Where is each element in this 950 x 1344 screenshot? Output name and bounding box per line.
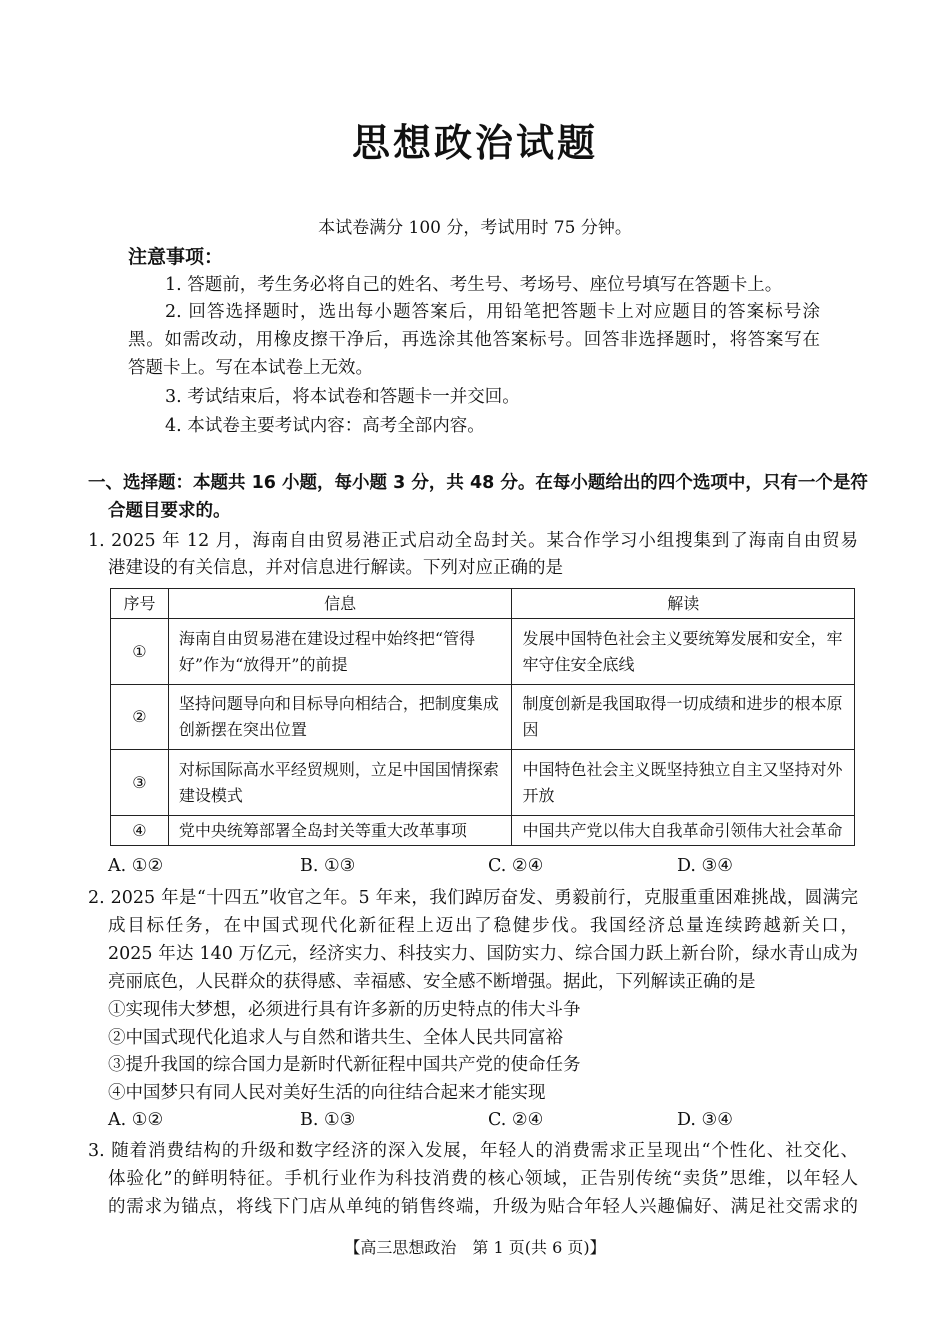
table-header: 信息 [168, 589, 512, 619]
note-line: 1. 答题前，考生务必将自己的姓名、考生号、考场号、座位号填写在答题卡上。 [165, 275, 783, 295]
option-d: D. ③④ [677, 856, 733, 876]
note-line: 3. 考试结束后，将本试卷和答题卡一并交回。 [165, 387, 520, 407]
row-info: 坚持问题导向和目标导向相结合，把制度集成创新摆在突出位置 [168, 685, 512, 750]
question-3-stem: 的需求为锚点，将线下门店从单纯的销售终端，升级为贴合年轻人兴趣偏好、满足社交需求的 [108, 1197, 858, 1217]
row-info: 海南自由贸易港在建设过程中始终把“管得好”作为“放得开”的前提 [168, 619, 512, 685]
row-info: 对标国际高水平经贸规则，立足中国国情探索建设模式 [168, 750, 512, 816]
question-3-stem: 3. 随着消费结构的升级和数字经济的深入发展，年轻人的消费需求正呈现出“个性化、社交化、 [88, 1141, 858, 1161]
table-header: 解读 [512, 589, 855, 619]
note-line: 黑。如需改动，用橡皮擦干净后，再选涂其他答案标号。回答非选择题时，将答案写在 [128, 330, 820, 350]
question-1-stem: 1. 2025 年 12 月，海南自由贸易港正式启动全岛封关。某合作学习小组搜集到了海南自由贸易 [88, 531, 858, 551]
note-line: 2. 回答选择题时，选出每小题答案后，用铅笔把答题卡上对应题目的答案标号涂 [165, 302, 820, 322]
row-number: ④ [111, 816, 169, 846]
page-title: 思想政治试题 [351, 121, 598, 165]
row-number: ① [111, 619, 169, 685]
row-reading: 发展中国特色社会主义要统筹发展和安全，牢牢守住安全底线 [512, 619, 855, 685]
statement: ④中国梦只有同人民对美好生活的向往结合起来才能实现 [108, 1083, 546, 1103]
row-reading: 制度创新是我国取得一切成绩和进步的根本原因 [512, 685, 855, 750]
table-row [111, 816, 855, 846]
row-number: ② [111, 685, 169, 750]
notes-heading: 注意事项： [128, 246, 224, 268]
row-reading: 中国特色社会主义既坚持独立自主又坚持对外开放 [512, 750, 855, 816]
option-b: B. ①③ [300, 1110, 356, 1130]
table-row [111, 619, 855, 685]
page-footer: 【高三思想政治 第 1 页(共 6 页)】 [344, 1238, 606, 1257]
option-a: A. ①② [108, 1110, 164, 1130]
note-line: 答题卡上。写在本试卷上无效。 [128, 358, 373, 378]
statement: ①实现伟大梦想，必须进行具有许多新的历史特点的伟大斗争 [108, 1000, 581, 1020]
question-2-stem: 成目标任务，在中国式现代化新征程上迈出了稳健步伐。我国经济总量连续跨越新关口， [108, 916, 858, 936]
question-2-stem: 2025 年达 140 万亿元，经济实力、科技实力、国防实力、综合国力跃上新台阶，绿水青山成为 [108, 944, 858, 964]
question-1-stem: 港建设的有关信息，并对信息进行解读。下列对应正确的是 [108, 558, 563, 578]
question-2-stem: 亮丽底色，人民群众的获得感、幸福感、安全感不断增强。据此，下列解读正确的是 [108, 972, 756, 992]
question-3-stem: 体验化”的鲜明特征。手机行业作为科技消费的核心领域，正告别传统“卖货”思维，以年轻人 [108, 1169, 858, 1189]
table-row [111, 685, 855, 750]
exam-info: 本试卷满分 100 分，考试用时 75 分钟。 [318, 218, 632, 238]
section-heading: 一、选择题：本题共 16 小题，每小题 3 分，共 48 分。在每小题给出的四个选项中，只有一个是符 [88, 473, 868, 493]
section-heading: 合题目要求的。 [108, 501, 231, 521]
statement: ③提升我国的综合国力是新时代新征程中国共产党的使命任务 [108, 1055, 581, 1075]
info-table [110, 588, 855, 846]
note-line: 4. 本试卷主要考试内容：高考全部内容。 [165, 416, 485, 436]
option-d: D. ③④ [677, 1110, 733, 1130]
row-number: ③ [111, 750, 169, 816]
option-b: B. ①③ [300, 856, 356, 876]
statement: ②中国式现代化追求人与自然和谐共生、全体人民共同富裕 [108, 1028, 563, 1048]
table-header: 序号 [111, 589, 169, 619]
row-reading: 中国共产党以伟大自我革命引领伟大社会革命 [512, 816, 855, 846]
option-a: A. ①② [108, 856, 164, 876]
option-c: C. ②④ [488, 856, 544, 876]
question-2-stem: 2. 2025 年是“十四五”收官之年。5 年来，我们踔厉奋发、勇毅前行，克服重重困难挑战，圆满完 [88, 888, 858, 908]
row-info: 党中央统筹部署全岛封关等重大改革事项 [168, 816, 512, 846]
option-c: C. ②④ [488, 1110, 544, 1130]
table-row [111, 750, 855, 816]
